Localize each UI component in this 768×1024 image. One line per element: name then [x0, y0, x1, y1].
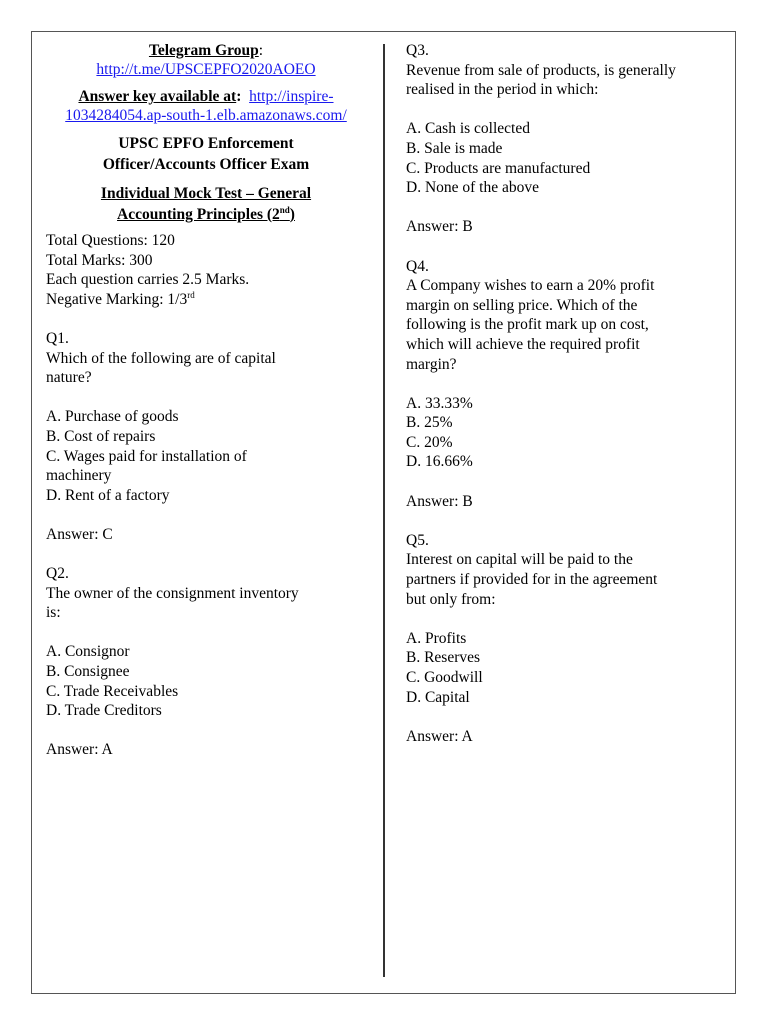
question-text-line: nature?	[46, 369, 92, 387]
question-text-line: is:	[46, 604, 61, 622]
spacer	[46, 175, 366, 183]
question-text-line: The owner of the consignment inventory	[46, 584, 299, 602]
option-line: machinery	[46, 467, 112, 485]
question-number: Q2.	[46, 565, 69, 583]
option-line: A. Cash is collected	[406, 120, 530, 138]
question-text-line: Interest on capital will be paid to the	[406, 551, 633, 569]
option-line: D. Rent of a factory	[46, 486, 170, 504]
option-line: C. Trade Receivables	[46, 682, 179, 700]
spacer	[406, 609, 731, 629]
option-line: B. 25%	[406, 414, 453, 432]
question-text-line: realised in the period in which:	[406, 81, 599, 99]
info-each-question: Each question carries 2.5 Marks.	[46, 271, 250, 289]
option-line: D. Capital	[406, 688, 470, 706]
option-line: C. Wages paid for installation of	[46, 447, 247, 465]
answer-key-label: Answer key available at	[78, 88, 237, 105]
spacer	[406, 100, 731, 120]
option-line: B. Sale is made	[406, 139, 503, 157]
question-text-line: which will achieve the required profit	[406, 335, 640, 353]
option-line: C. 20%	[406, 433, 453, 451]
spacer	[406, 237, 731, 257]
question-text-line: A Company wishes to earn a 20% profit	[406, 277, 655, 295]
question-block-q4	[406, 257, 731, 512]
column-divider	[383, 44, 385, 977]
question-text-line: but only from:	[406, 590, 496, 608]
option-line: D. 16.66%	[406, 453, 473, 471]
spacer	[46, 505, 366, 525]
question-number: Q5.	[406, 531, 429, 549]
answer-key-link-part1[interactable]: http://inspire-	[249, 88, 334, 105]
question-block-q1	[46, 329, 366, 545]
spacer	[46, 545, 366, 565]
option-line: A. 33.33%	[406, 394, 473, 412]
exam-title-line1: UPSC EPFO Enforcement	[118, 135, 294, 152]
spacer	[46, 721, 366, 741]
mock-test-title	[46, 183, 366, 225]
spacer	[406, 707, 731, 727]
telegram-label: Telegram Group	[148, 42, 259, 59]
question-number: Q1.	[46, 329, 69, 347]
mock-title-line1: Individual Mock Test – General	[100, 185, 312, 202]
question-block-q3	[406, 41, 731, 237]
answer-key-line	[46, 87, 366, 106]
answer-key-link-part2[interactable]: 1034284054.ap-south-1.elb.amazonaws.com/	[65, 107, 347, 124]
telegram-colon: :	[258, 42, 264, 59]
spacer	[46, 79, 366, 87]
option-line: C. Goodwill	[406, 669, 483, 686]
question-text-line: margin?	[406, 355, 457, 373]
option-line: B. Reserves	[406, 649, 481, 667]
question-text-line: Which of the following are of capital	[46, 349, 276, 367]
right-column	[406, 41, 731, 746]
info-total-questions: Total Questions: 120	[46, 232, 175, 249]
info-negative-marking: Negative Marking: 1/3rd	[46, 289, 195, 308]
answer-line: Answer: C	[46, 525, 113, 543]
question-text-line: margin on selling price. Which of the	[406, 296, 638, 314]
answer-line: Answer: A	[406, 727, 473, 745]
exam-title-line2: Officer/Accounts Officer Exam	[102, 156, 310, 173]
answer-key-colon: :	[236, 88, 242, 105]
option-line: B. Cost of repairs	[46, 427, 156, 445]
question-block-q2	[46, 564, 366, 760]
question-text-line: partners if provided for in the agreement	[406, 571, 658, 589]
spacer	[406, 511, 731, 531]
option-line: C. Products are manufactured	[406, 159, 591, 177]
answer-line: Answer: B	[406, 218, 473, 236]
exam-title	[46, 133, 366, 175]
telegram-heading	[46, 41, 366, 60]
question-block-q5	[406, 531, 731, 747]
option-line: A. Consignor	[46, 643, 130, 661]
option-line: B. Consignee	[46, 663, 130, 681]
mock-title-line2: Accounting Principles (2nd)	[117, 204, 295, 223]
spacer	[46, 125, 366, 133]
spacer	[46, 623, 366, 643]
question-number: Q4.	[406, 257, 429, 275]
option-line: D. None of the above	[406, 179, 539, 197]
question-text-line: Revenue from sale of products, is generally	[406, 61, 676, 79]
option-line: A. Purchase of goods	[46, 408, 179, 426]
left-column	[46, 41, 366, 760]
telegram-link-line	[46, 60, 366, 79]
spacer	[46, 309, 366, 329]
spacer	[406, 374, 731, 394]
question-text-line: following is the profit mark up on cost,	[406, 316, 649, 334]
answer-line: Answer: A	[46, 741, 113, 759]
spacer	[46, 388, 366, 408]
spacer	[406, 198, 731, 218]
telegram-link[interactable]: http://t.me/UPSCEPFO2020AOEO	[96, 61, 316, 78]
option-line: A. Profits	[406, 629, 467, 647]
spacer	[406, 472, 731, 492]
option-line: D. Trade Creditors	[46, 702, 162, 720]
info-total-marks: Total Marks: 300	[46, 251, 153, 269]
question-number: Q3.	[406, 42, 429, 59]
answer-line: Answer: B	[406, 492, 473, 510]
answer-key-link-line2	[46, 106, 366, 125]
